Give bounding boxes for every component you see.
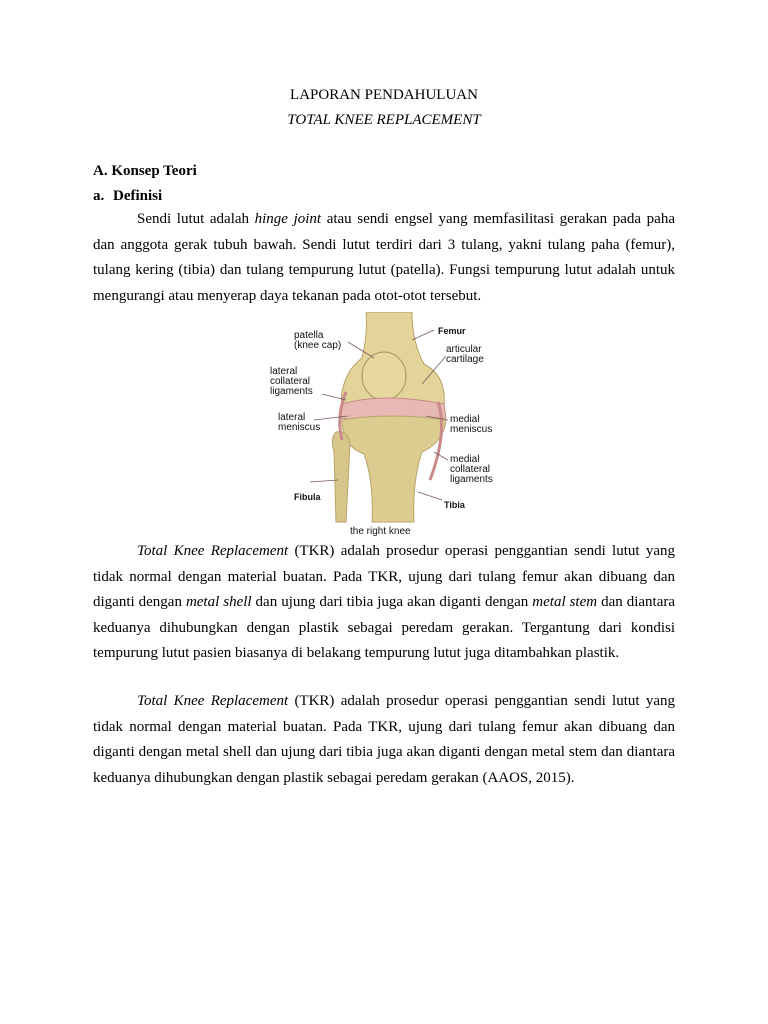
label-fibula: Fibula bbox=[294, 492, 321, 502]
tibia-bone bbox=[342, 416, 446, 522]
label-articular: articular bbox=[446, 344, 482, 355]
label-knee-cap: (knee cap) bbox=[294, 340, 342, 351]
label-medial-1: medial bbox=[450, 414, 480, 425]
label-lateral-1: lateral bbox=[270, 366, 298, 377]
paragraph-text: (TKR) adalah prosedur operasi penggantian sendi lutut yang tidak normal dengan material buatan. Pada TKR, ujung dari tulang femur akan dibuang dan diganti dengan bbox=[93, 543, 675, 611]
paragraph-definition bbox=[93, 207, 675, 309]
paragraph-text: dan ujung dari tibia juga akan diganti dengan bbox=[251, 594, 533, 611]
label-lateral-2: lateral bbox=[278, 412, 306, 423]
paragraph-italic-term: Total Knee Replacement bbox=[137, 693, 289, 709]
paragraph-text: (TKR) adalah prosedur operasi penggantian sendi lutut yang tidak normal dengan material buatan. Pada TKR, ujung dari tulang femur akan dibuang dan diganti dengan metal shell dan ujung dari tibia juga akan diganti dengan metal stem dan diantara keduanya dihubungkan dengan plastik sebagai peredam gerakan (AAOS, 2015). bbox=[93, 693, 675, 786]
subsection-heading bbox=[93, 188, 162, 205]
section-heading: A. Konsep Teori bbox=[93, 163, 197, 179]
paragraph-italic-term: hinge joint bbox=[254, 211, 322, 227]
document-subtitle: TOTAL KNEE REPLACEMENT bbox=[287, 112, 481, 128]
label-femur: Femur bbox=[438, 326, 466, 336]
paragraph-text: dan diantara keduanya dihubungkan dengan plastik sebagai peredam gerakan. Tergantung dari kondisi tempurung lutut pasien biasanya di belakang tempurung lutut juga ditambahkan plastik. bbox=[93, 594, 676, 662]
label-collateral-2: collateral bbox=[450, 464, 491, 475]
label-cartilage: cartilage bbox=[446, 354, 484, 365]
label-ligaments-2: ligaments bbox=[450, 474, 493, 485]
paragraph-tkr-1 bbox=[93, 539, 675, 667]
knee-illustration bbox=[262, 312, 512, 540]
document-title: LAPORAN PENDAHULUAN bbox=[290, 87, 478, 103]
paragraph-italic-term: metal stem bbox=[532, 594, 598, 611]
paragraph-text: Sendi lutut adalah bbox=[137, 211, 255, 227]
label-meniscus-2: meniscus bbox=[450, 424, 493, 435]
paragraph-italic-term: metal shell bbox=[185, 594, 252, 611]
paragraph-italic-term: Total Knee Replacement bbox=[137, 543, 289, 559]
label-collateral-1: collateral bbox=[270, 376, 311, 387]
patella-bone bbox=[362, 352, 406, 400]
figure-caption: the right knee bbox=[350, 526, 411, 537]
fibula-bone bbox=[332, 432, 350, 522]
label-patella: patella bbox=[294, 330, 324, 341]
label-tibia: Tibia bbox=[444, 500, 465, 510]
label-meniscus-1: meniscus bbox=[278, 422, 321, 433]
knee-anatomy-figure bbox=[262, 312, 512, 540]
label-ligaments-1: ligaments bbox=[270, 386, 313, 397]
subsection-number: a. bbox=[93, 188, 105, 204]
paragraph-text: atau sendi engsel yang memfasilitasi gerakan pada paha dan anggota gerak tubuh bawah. Sendi lutut terdiri dari 3 tulang, yakni tulang paha (femur), tulang kering (tibia) dan tulang tempurung lutut (patella). Fungsi tempurung lutut adalah untuk mengurangi atau menyerap daya tekanan pada otot-otot tersebut. bbox=[93, 211, 675, 304]
paragraph-tkr-2 bbox=[93, 689, 675, 791]
subsection-title: Definisi bbox=[113, 188, 163, 204]
label-medial-2: medial bbox=[450, 454, 480, 465]
